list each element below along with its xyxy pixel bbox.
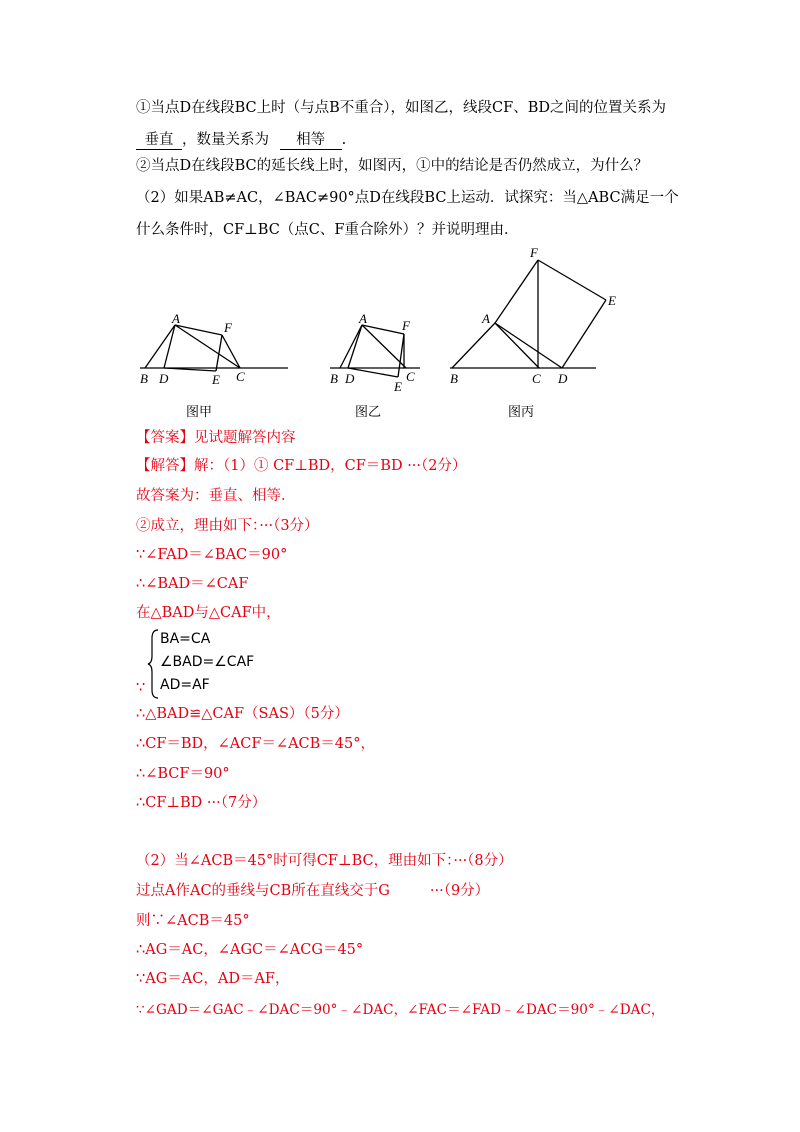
question-2-line-1: （2）如果AB≠AC，∠BAC≠90°点D在线段BC上运动．试探究：当△ABC满足一个 [136,190,679,206]
solution-line-12: 过点A作AC的垂线与CB所在直线交于G ···（9分） [136,883,490,899]
label-bing-d: D [558,371,568,386]
solution-line-13: 则∵∠ACB＝45° [136,913,250,929]
caption-jia: 图甲 [186,405,213,420]
label-bing-b: B [450,371,458,386]
solution-line-8: ∴CF＝BD，∠ACF＝∠ACB＝45°， [136,736,376,752]
solution-line-16: ∵∠GAD＝∠GAC﹣∠DAC＝90°﹣∠DAC，∠FAC＝∠FAD﹣∠DAC＝90°﹣∠DAC， [136,1002,665,1018]
label-bing-c: C [532,371,541,386]
condition-2: ∠BAD=∠CAF [160,654,255,670]
congruence-conditions [136,628,296,700]
q1-mid-text: ，数量关系为 [182,132,269,148]
label-jia-e: E [212,372,220,387]
label-yi-c: C [406,369,415,384]
geometry-figures-svg [130,245,616,425]
because-symbol: ∵ [136,680,146,696]
q1-end-text: . [341,132,347,148]
label-jia-a: A [172,311,180,326]
q1-line1-text: ①当点D在线段BC上时（与点B不重合），如图乙，线段CF、BD之间的位置关系为 [136,100,666,116]
label-yi-f: F [402,318,410,333]
label-jia-f: F [224,320,232,335]
label-yi-a: A [359,311,367,326]
label-jia-c: C [236,369,245,384]
solution-line-9: ∴∠BCF＝90° [136,766,230,782]
question-1-part-2: ②当点D在线段BC的延长线上时，如图丙，①中的结论是否仍然成立，为什么？ [136,158,649,174]
answer-blank-1: 垂直 [136,131,182,150]
question-1-part-1-cont [136,130,346,150]
solution-line-11: （2）当∠ACB＝45°时可得CF⊥BC，理由如下：···（8分） [136,853,513,869]
solution-line-10: ∴CF⊥BD ···（7分） [136,795,267,811]
answer-label: 【答案】 [136,430,194,446]
condition-1: BA=CA [160,631,211,647]
answer-blank-2: 相等 [280,131,342,150]
caption-bing: 图丙 [508,405,535,420]
answer-line [136,428,296,448]
label-yi-b: B [330,371,338,386]
solution-line-2: 故答案为：垂直、相等． [136,488,296,504]
question-2-line-2: 什么条件时，CF⊥BC（点C、F重合除外）？并说明理由． [136,222,519,238]
solution-line-15: ∵AG＝AC，AD＝AF， [136,971,290,987]
solution-line-1: 【解答】解：（1）① CF⊥BD，CF＝BD ···（2分） [136,458,467,474]
condition-3: AD=AF [160,677,210,693]
label-yi-d: D [345,371,355,386]
geometry-figures [130,245,616,425]
solution-line-14: ∴AG＝AC，∠AGC＝∠ACG＝45° [136,942,364,958]
label-bing-a: A [482,311,490,326]
solution-line-5: ∴∠BAD＝∠CAF [136,576,249,592]
label-bing-e: E [608,293,616,308]
label-jia-d: D [159,371,169,386]
answer-text: 见试题解答内容 [194,430,296,446]
solution-label: 【解答】 [136,458,194,474]
solution-line-7: ∴△BAD≌△CAF（SAS）（5分） [136,706,349,722]
question-1-part-1 [136,98,666,118]
solution-line-3: ②成立，理由如下：···（3分） [136,518,319,534]
solution-line-4: ∵∠FAD＝∠BAC＝90° [136,547,288,563]
score-9: ···（9分） [429,883,490,899]
label-yi-e: E [394,379,402,394]
label-jia-b: B [140,371,148,386]
caption-yi: 图乙 [355,405,382,420]
label-bing-f: F [530,245,538,260]
solution-line-6: 在△BAD与△CAF中， [136,605,281,621]
